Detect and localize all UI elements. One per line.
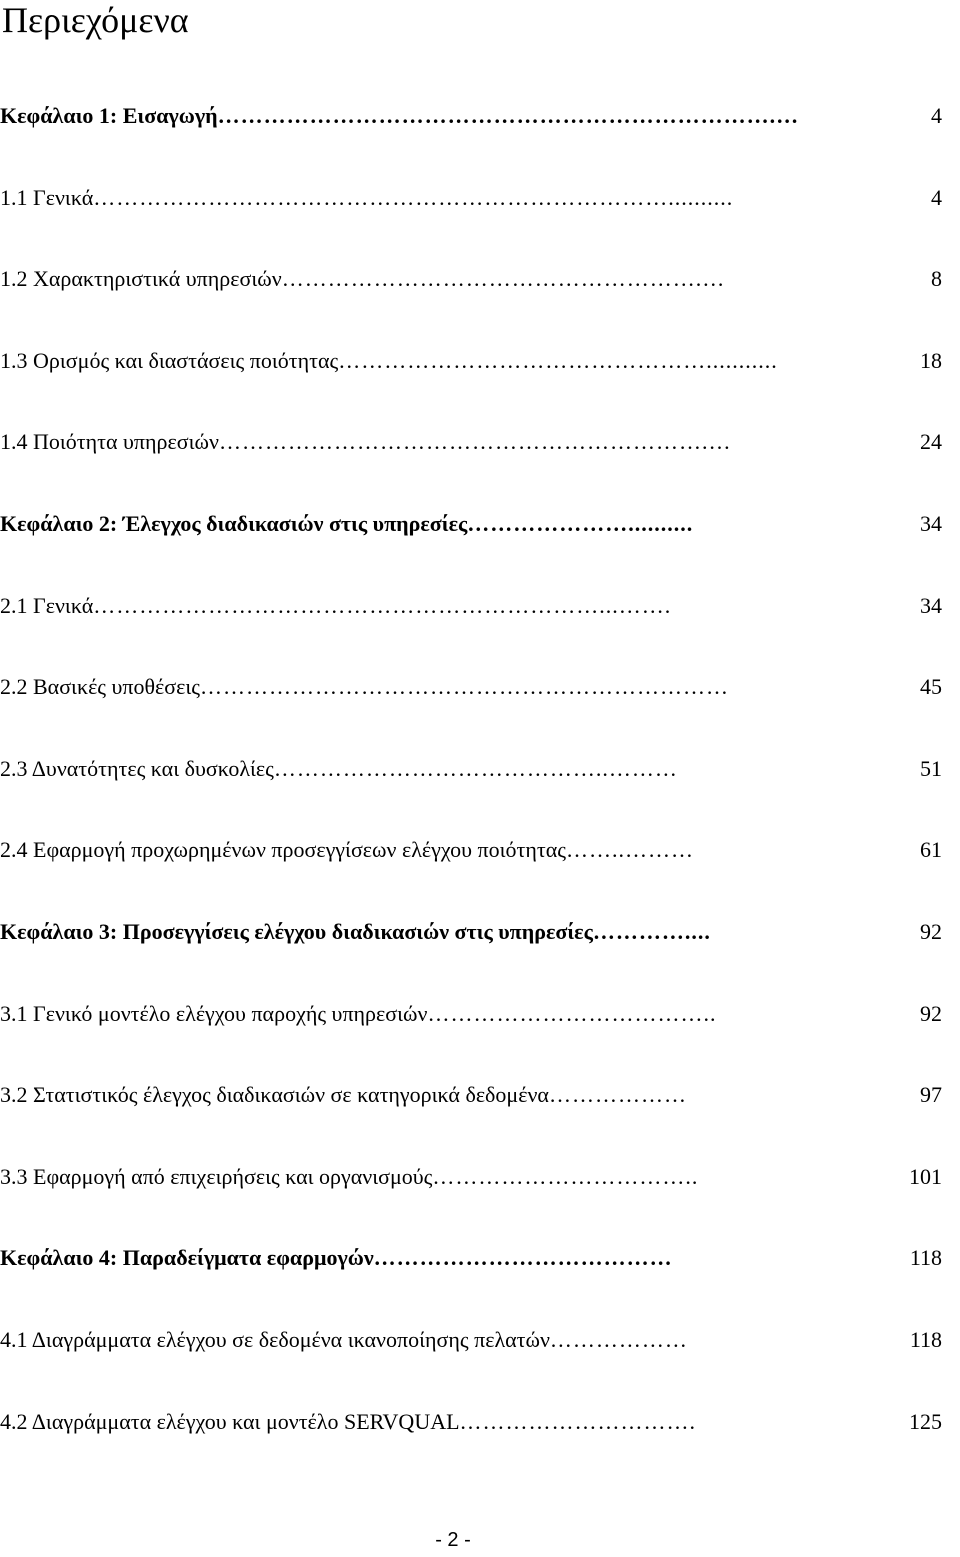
toc-entry-label: 3.2 Στατιστικός έλεγχος διαδικασιών σε κατηγορικά δεδομένα [0, 1082, 549, 1107]
toc-entry-leader: ………………………………… [373, 1245, 673, 1270]
toc-entry-leader: ……………………………………………………………….… [217, 103, 800, 128]
toc-entry-leader: ……………………………………………….… [281, 266, 726, 291]
toc-entry-label: 4.1 Διαγράμματα ελέγχου σε δεδομένα ικανοποίησης πελατών [0, 1327, 550, 1352]
toc-section-entry[interactable] [0, 588, 671, 624]
toc-entry-label: 4.2 Διαγράμματα ελέγχου και μοντέλο SERVQUAL [0, 1409, 460, 1434]
toc-chapter-entry[interactable] [0, 506, 693, 542]
toc-entry-page-number: 61 [920, 837, 942, 862]
toc-entry-leader: ………………………………………………………………….......... [93, 185, 734, 210]
toc-entry-page-number: 18 [920, 348, 942, 373]
toc-section-entry[interactable] [0, 1077, 687, 1113]
toc-entry-label: Κεφάλαιο 3: Προσεγγίσεις ελέγχου διαδικασιών στις υπηρεσίες [0, 919, 593, 944]
toc-entry-page-number: 125 [909, 1409, 942, 1434]
toc-entry-leader: ………………….......... [467, 511, 694, 536]
toc-entry-leader: …………………………………………………………...……. [93, 593, 672, 618]
toc-section-entry[interactable] [0, 1404, 696, 1440]
toc-entry-leader: …………………………………………………………… [200, 674, 730, 699]
toc-entry-label: 1.3 Ορισμός και διαστάσεις ποιότητας [0, 348, 339, 373]
toc-entry-leader: ……………………………………………………….… [218, 429, 732, 454]
page-number: - 2 - [435, 1529, 471, 1551]
toc-entry-label: Κεφάλαιο 4: Παραδείγματα εφαρμογών [0, 1245, 374, 1270]
toc-entry-leader: ……………………………….. [427, 1001, 717, 1026]
toc-entry-page-number: 4 [931, 103, 942, 128]
toc-entry-page-number: 45 [920, 674, 942, 699]
toc-entry-page-number: 24 [920, 429, 942, 454]
toc-chapter-entry[interactable] [0, 98, 799, 134]
toc-entry-page-number: 92 [920, 919, 942, 944]
toc-entry-page-number: 51 [920, 756, 942, 781]
toc-entry-leader: …………………………. [459, 1409, 697, 1434]
toc-entry-leader: ……………………………………..……… [273, 756, 678, 781]
toc-section-entry[interactable] [0, 1159, 698, 1195]
toc-entry-page-number: 34 [920, 593, 942, 618]
toc-section-entry[interactable] [0, 996, 716, 1032]
toc-chapter-entry[interactable] [0, 914, 711, 950]
toc-entry-page-number: 97 [920, 1082, 942, 1107]
toc-entry-page-number: 118 [909, 1327, 942, 1352]
toc-entry-page-number: 92 [920, 1001, 942, 1026]
toc-entry-page-number: 118 [909, 1245, 942, 1270]
toc-entry-leader: …………………………….. [432, 1164, 699, 1189]
toc-entry-page-number: 101 [909, 1164, 942, 1189]
toc-entry-label: 1.1 Γενικά [0, 185, 94, 210]
toc-entry-label: Κεφάλαιο 1: Εισαγωγή [0, 103, 218, 128]
toc-section-entry[interactable] [0, 343, 778, 379]
toc-entry-leader: ……………… [549, 1327, 688, 1352]
toc-entry-leader: ……………… [548, 1082, 687, 1107]
toc-section-entry[interactable] [0, 832, 694, 868]
page-title: Περιεχόμενα [2, 0, 189, 40]
toc-entry-label: 2.4 Εφαρμογή προχωρημένων προσεγγίσεων ελέγχου ποιότητας [0, 837, 566, 862]
toc-entry-leader: …………………………………………........... [338, 348, 778, 373]
toc-section-entry[interactable] [0, 180, 733, 216]
toc-entry-label: 3.3 Εφαρμογή από επιχειρήσεις και οργανισμούς [0, 1164, 433, 1189]
toc-entry-label: 2.2 Βασικές υποθέσεις [0, 674, 201, 699]
toc-section-entry[interactable] [0, 669, 729, 705]
toc-section-entry[interactable] [0, 751, 678, 787]
toc-entry-page-number: 4 [931, 185, 942, 210]
toc-entry-label: 2.3 Δυνατότητες και δυσκολίες [0, 756, 274, 781]
toc-section-entry[interactable] [0, 261, 725, 297]
toc-entry-page-number: 34 [920, 511, 942, 536]
toc-entry-label: 1.2 Χαρακτηριστικά υπηρεσιών [0, 266, 282, 291]
toc-entry-label: 3.1 Γενικό μοντέλο ελέγχου παροχής υπηρεσιών [0, 1001, 428, 1026]
toc-entry-label: Κεφάλαιο 2: Έλεγχος διαδικασιών στις υπηρεσίες [0, 511, 468, 536]
toc-chapter-entry[interactable] [0, 1240, 673, 1276]
toc-entry-label: 2.1 Γενικά [0, 593, 94, 618]
toc-entry-leader: ……..……… [565, 837, 694, 862]
toc-section-entry[interactable] [0, 424, 731, 460]
toc-section-entry[interactable] [0, 1322, 688, 1358]
toc-entry-page-number: 8 [931, 266, 942, 291]
toc-entry-leader: ………….... [592, 919, 711, 944]
toc-entry-label: 1.4 Ποιότητα υπηρεσιών [0, 429, 219, 454]
